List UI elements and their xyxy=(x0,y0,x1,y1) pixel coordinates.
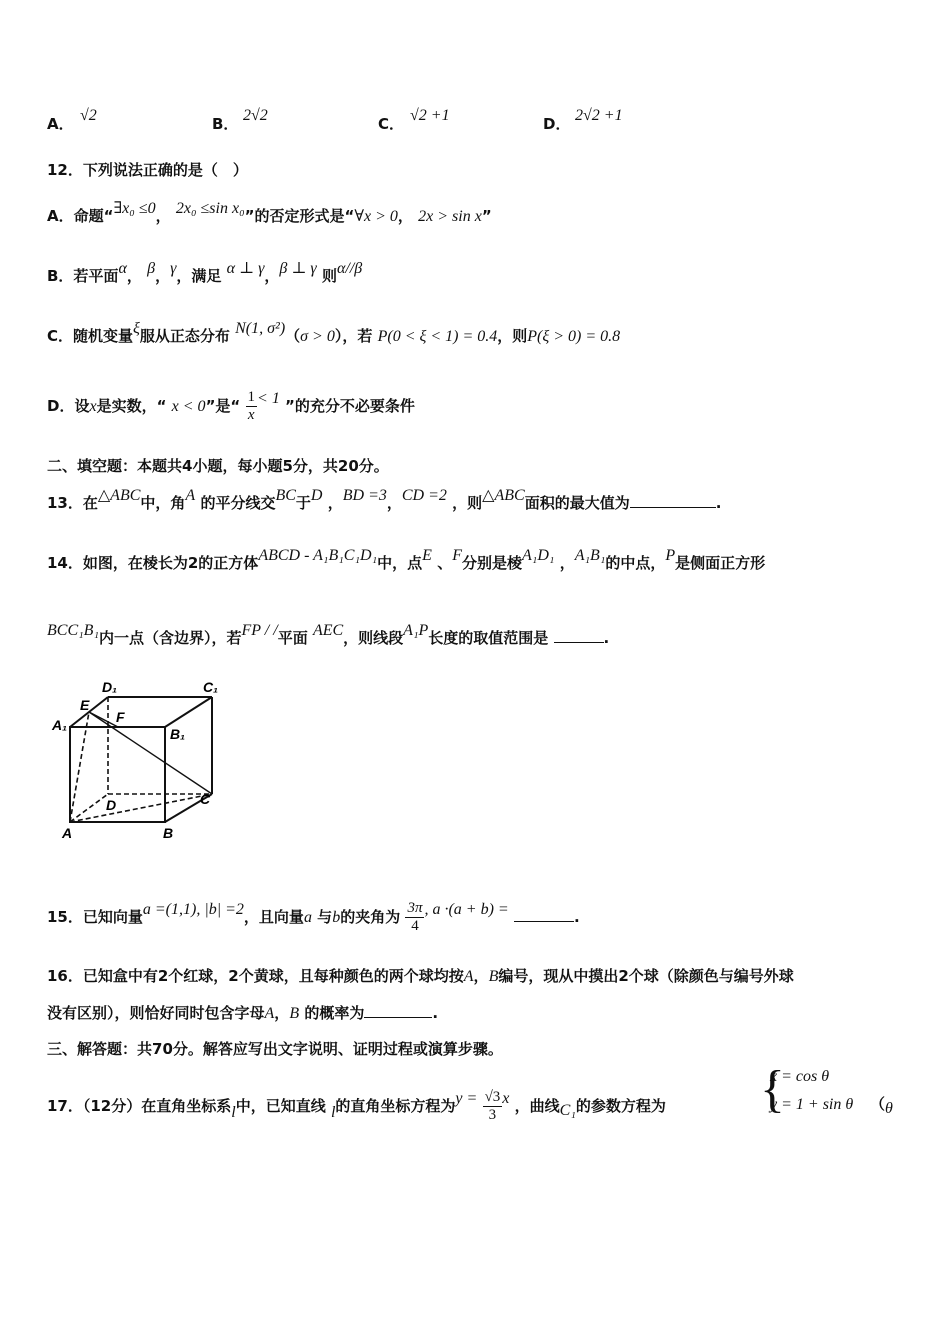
answer-blank[interactable] xyxy=(554,628,604,643)
answer-blank[interactable] xyxy=(364,1003,432,1018)
question-14-line-1: 14．如图，在棱长为2的正方体ABCD - A₁B₁C₁D₁中，点E 、F分别是棱A₁D₁ ，A₁B₁的中点，P是侧面正方形 xyxy=(47,547,766,572)
answer-blank[interactable] xyxy=(630,493,716,508)
section-2-heading: 二、填空题：本题共4小题，每小题5分，共20分。 xyxy=(47,457,389,475)
option-b-label: B． xyxy=(212,115,239,133)
q12-option-b: B．若平面α， β，γ，满足 α ⊥ γ，β ⊥ γ 则α//β xyxy=(47,260,363,285)
option-d-label: D． xyxy=(543,115,571,133)
label-D: D xyxy=(106,797,117,813)
question-16-line-2: 没有区别），则恰好同时包含字母A，B 的概率为 . xyxy=(47,1004,439,1022)
system-brace: { xyxy=(760,1061,785,1118)
option-c-value: √2 +1 xyxy=(410,107,450,124)
option-d-value: 2√2 +1 xyxy=(575,107,623,124)
label-B1: B₁ xyxy=(170,726,186,742)
q12-option-c: C．随机变量ξ服从正态分布 N(1, σ²)（σ > 0），若 P(0 < ξ < 1) = 0.4，则P(ξ > 0) = 0.8 xyxy=(47,320,621,345)
label-C1: C₁ xyxy=(203,679,219,695)
cube-figure xyxy=(40,676,240,846)
question-17-tail: （θ xyxy=(870,1095,893,1117)
section-3-heading: 三、解答题：共70分。解答应写出文字说明、证明过程或演算步骤。 xyxy=(47,1040,503,1058)
label-A: A xyxy=(62,825,73,841)
label-F: F xyxy=(116,709,125,725)
option-c-label: C． xyxy=(378,115,405,133)
question-17: 17．（12分）在直角坐标系l中，已知直线 l的直角坐标方程为y = $\frac{√3}{3}$ x ，曲线C₁的参数方程为 xyxy=(47,1089,666,1123)
option-a-value: √2 xyxy=(80,107,97,124)
label-D1: D₁ xyxy=(102,679,118,695)
label-C: C xyxy=(200,791,211,807)
param-eq-x: x = cos θ xyxy=(770,1068,830,1085)
label-B: B xyxy=(163,825,174,841)
answer-blank[interactable] xyxy=(514,907,574,922)
q12-stem: 12．下列说法正确的是（ ） xyxy=(47,161,248,179)
question-13: 13．在△ABC中，角A 的平分线交BC于D ，BD =3，CD =2 ，则△ABC面积的最大值为 . xyxy=(47,487,722,512)
q12-option-d: D．设x是实数，“ x < 0”是“ $\frac{1}{x}$ < 1 ”的充分不必要条件 xyxy=(47,389,415,423)
label-A1: A₁ xyxy=(52,717,68,733)
option-a-label: A． xyxy=(47,115,74,133)
param-eq-y: y = 1 + sin θ xyxy=(770,1096,854,1113)
q12-option-a: A．命题“∃x₀ ≤0， 2x₀ ≤sin x₀”的否定形式是“∀x > 0， 2x > sin x” xyxy=(47,200,492,225)
label-E: E xyxy=(80,697,90,713)
question-16-line-1: 16．已知盒中有2个红球，2个黄球，且每种颜色的两个球均按A，B编号，现从中摸出2个球（除颜色与编号外球 xyxy=(47,967,794,985)
question-15: 15．已知向量a =(1,1), |b| =2，且向量a 与b的夹角为 $\frac{3\pi}{4}$ , a ·(a + b) = . xyxy=(47,900,580,934)
option-b-value: 2√2 xyxy=(243,107,268,124)
question-14-line-2: BCC₁B₁内一点（含边界），若FP / /平面 AEC，则线段A₁P长度的取值范围是 . xyxy=(47,622,610,647)
